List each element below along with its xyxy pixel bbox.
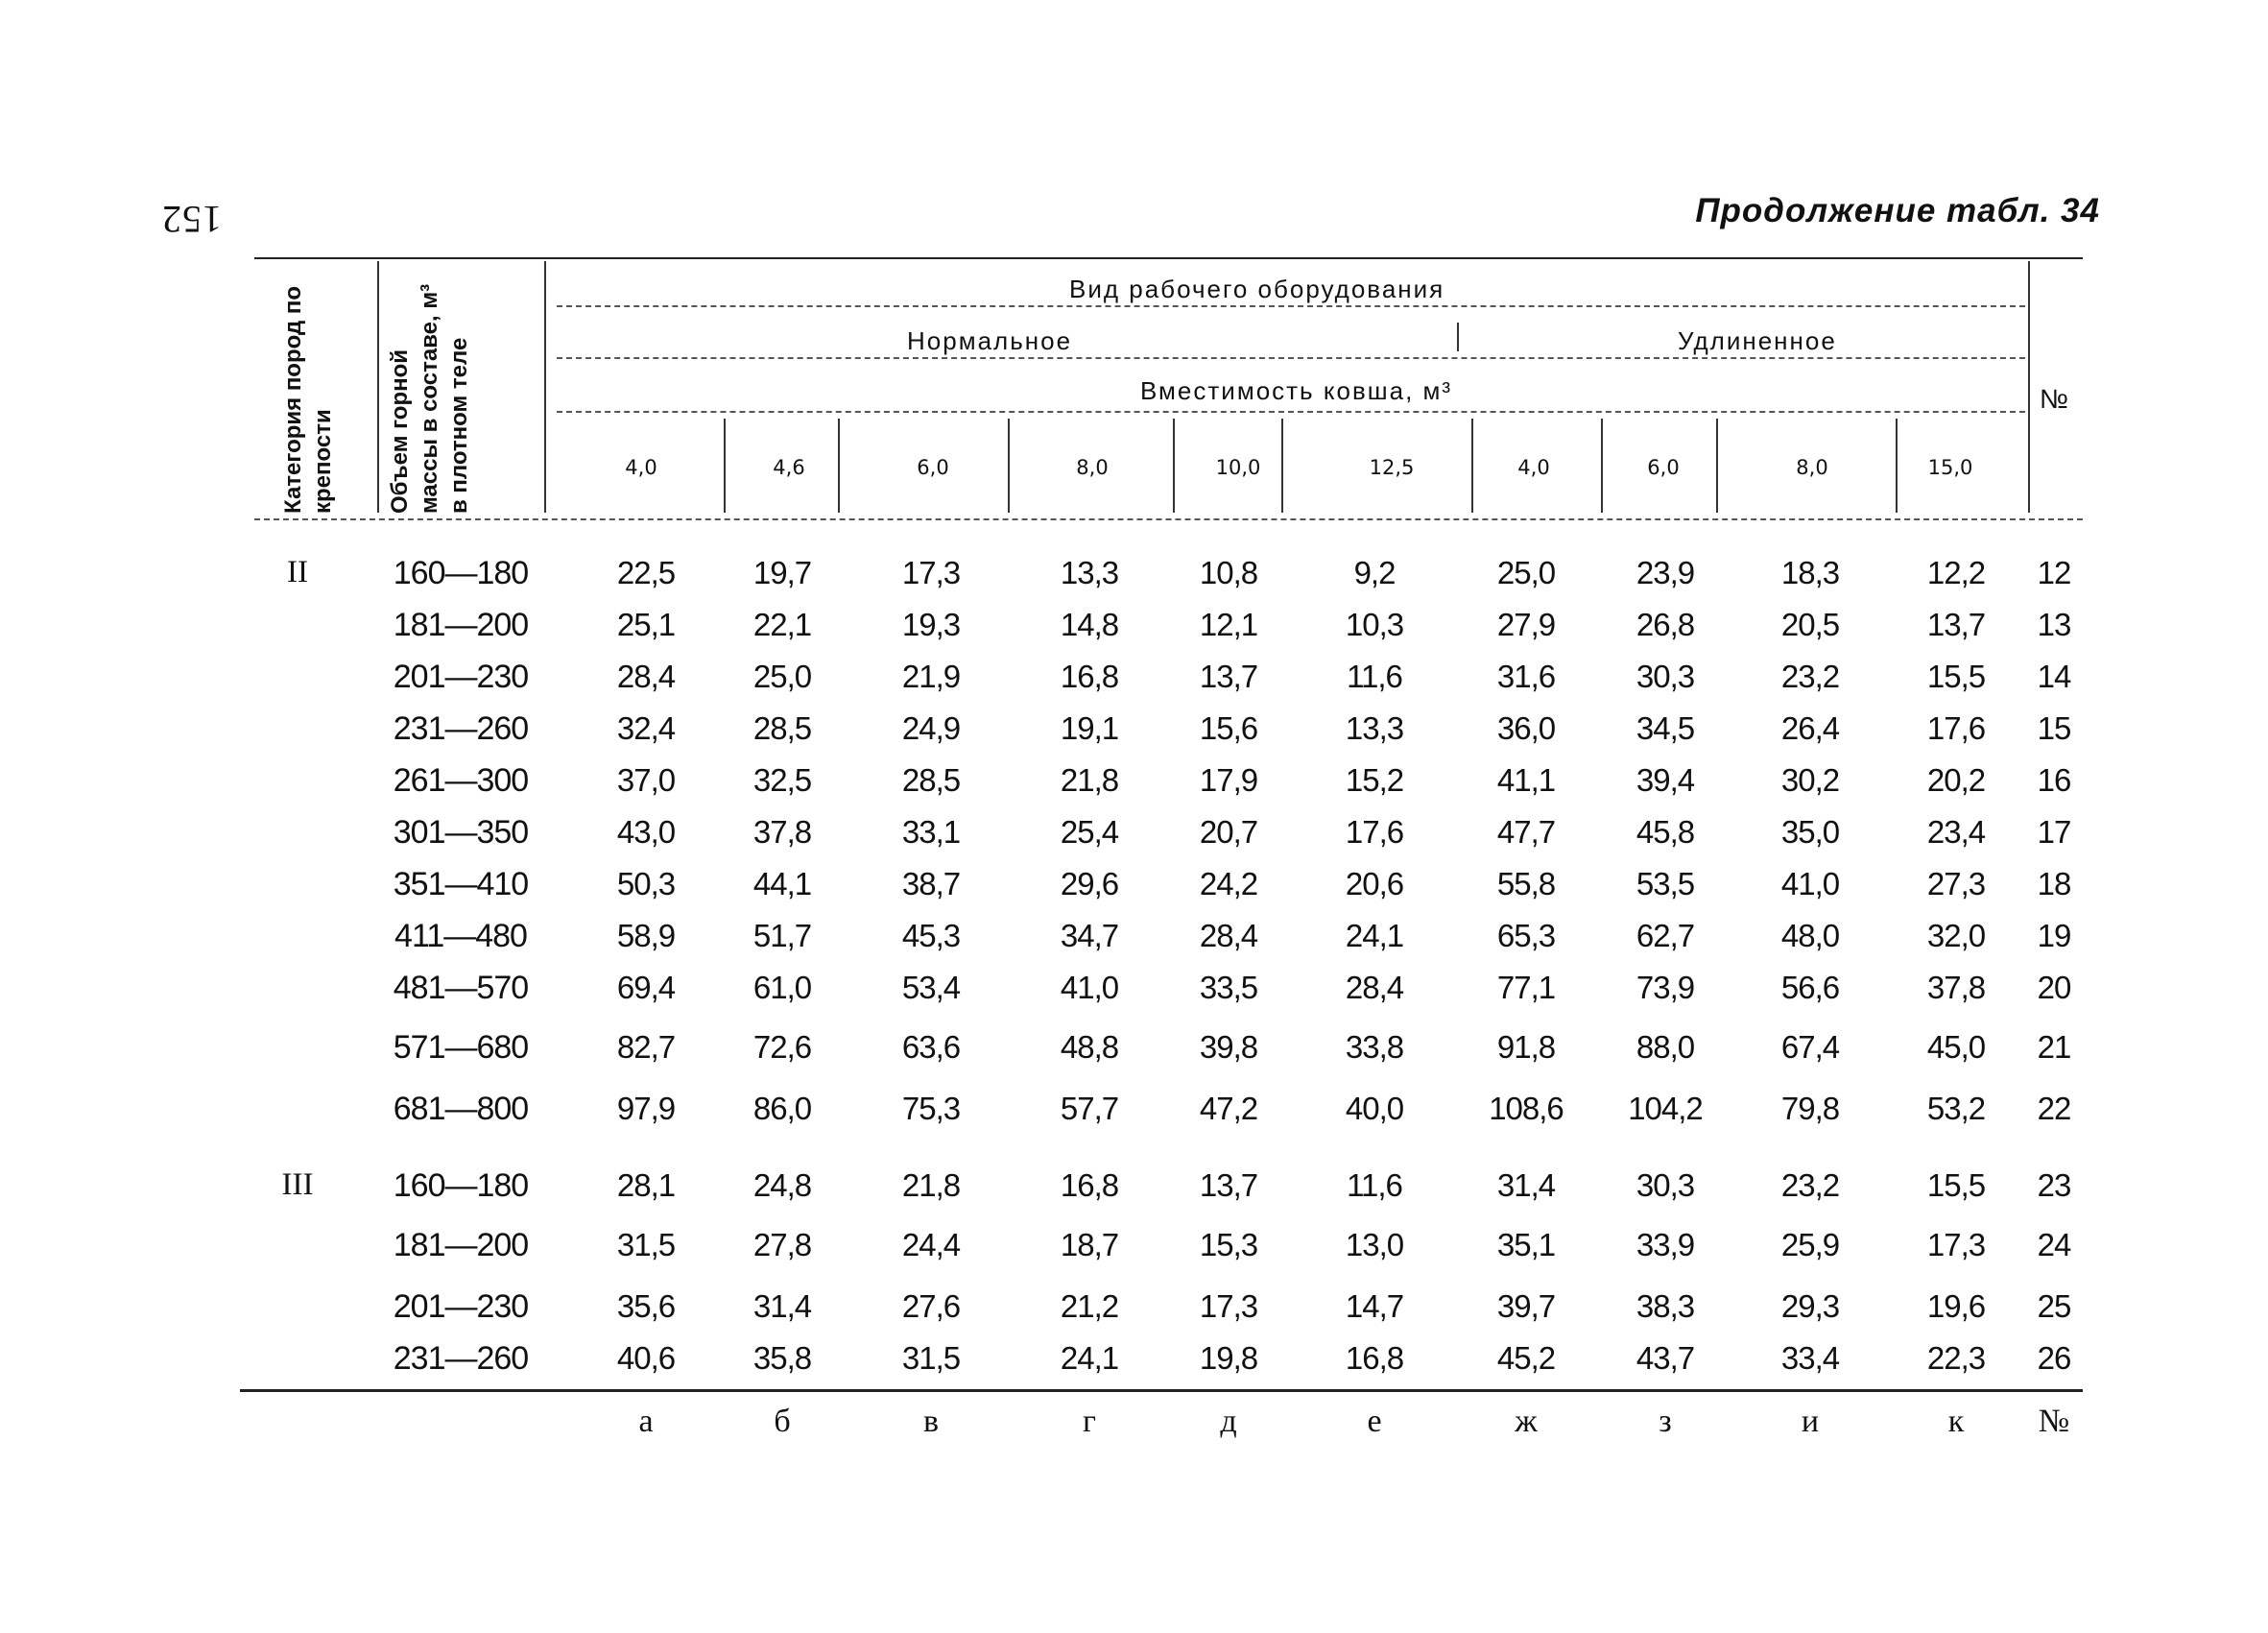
value-cell: 10,3 — [1345, 607, 1404, 642]
column-letter: д — [1220, 1404, 1237, 1439]
value-cell: 20,7 — [1199, 814, 1258, 850]
header-divider — [2028, 261, 2030, 513]
value-cell: 51,7 — [752, 918, 812, 953]
value-cell: 86,0 — [752, 1091, 812, 1126]
capacity-label: 4,0 — [1517, 456, 1550, 479]
value-cell: 34,5 — [1635, 710, 1695, 746]
value-cell: 45,2 — [1496, 1340, 1556, 1376]
value-cell: 40,6 — [616, 1340, 676, 1376]
row-number-cell: 14 — [2037, 659, 2071, 694]
value-cell: 79,8 — [1780, 1091, 1840, 1126]
row-number-cell: 17 — [2037, 814, 2071, 850]
value-cell: 65,3 — [1496, 918, 1556, 953]
volume-range-cell: 181—200 — [393, 1227, 529, 1263]
value-cell: 24,8 — [752, 1167, 812, 1203]
value-cell: 21,9 — [901, 659, 961, 694]
row-number-cell: 24 — [2037, 1227, 2071, 1262]
column-letter: к — [1947, 1404, 1965, 1439]
volume-range-cell: 481—570 — [393, 970, 529, 1006]
value-cell: 57,7 — [1060, 1091, 1119, 1126]
value-cell: 33,4 — [1780, 1340, 1840, 1376]
value-cell: 28,4 — [1345, 970, 1404, 1005]
page-number: 152 — [161, 198, 222, 241]
value-cell: 11,6 — [1347, 1167, 1402, 1203]
value-cell: 15,3 — [1199, 1227, 1258, 1262]
value-cell: 27,3 — [1926, 866, 1986, 901]
volume-range-cell: 301—350 — [393, 814, 529, 851]
value-cell: 35,1 — [1496, 1227, 1556, 1262]
value-cell: 28,5 — [901, 762, 961, 798]
value-cell: 23,2 — [1780, 1167, 1840, 1203]
value-cell: 32,5 — [752, 762, 812, 798]
value-cell: 17,6 — [1926, 710, 1986, 746]
value-cell: 67,4 — [1780, 1029, 1840, 1065]
value-cell: 18,7 — [1060, 1227, 1119, 1262]
volume-range-cell: 160—180 — [393, 555, 529, 591]
value-cell: 58,9 — [616, 918, 676, 953]
value-cell: 17,3 — [1926, 1227, 1986, 1262]
row-number-cell: 15 — [2037, 710, 2071, 746]
value-cell: 13,3 — [1060, 555, 1119, 590]
value-cell: 30,3 — [1635, 659, 1695, 694]
value-cell: 48,0 — [1780, 918, 1840, 953]
value-cell: 16,8 — [1060, 1167, 1119, 1203]
value-cell: 25,0 — [752, 659, 812, 694]
value-cell: 17,3 — [901, 555, 961, 590]
row-number-cell: 23 — [2037, 1167, 2071, 1203]
volume-range-cell: 201—230 — [393, 1288, 529, 1325]
top-rule — [254, 257, 2083, 259]
category-cell: III — [281, 1167, 314, 1202]
capacity-divider — [1008, 419, 1010, 513]
column-letter: и — [1801, 1404, 1820, 1439]
value-cell: 53,4 — [901, 970, 961, 1005]
value-cell: 24,4 — [901, 1227, 961, 1262]
value-cell: 33,5 — [1199, 970, 1258, 1005]
value-cell: 33,1 — [901, 814, 961, 850]
bottom-rule — [240, 1389, 2083, 1392]
capacity-label: 4,6 — [773, 456, 805, 479]
value-cell: 21,2 — [1060, 1288, 1119, 1324]
value-cell: 35,8 — [752, 1340, 812, 1376]
value-cell: 40,0 — [1345, 1091, 1404, 1126]
value-cell: 19,6 — [1926, 1288, 1986, 1324]
value-cell: 37,0 — [616, 762, 676, 798]
value-cell: 28,5 — [752, 710, 812, 746]
row-number-cell: 16 — [2037, 762, 2071, 798]
value-cell: 97,9 — [616, 1091, 676, 1126]
volume-range-cell: 351—410 — [393, 866, 529, 902]
value-cell: 27,8 — [752, 1227, 812, 1262]
value-cell: 33,8 — [1345, 1029, 1404, 1065]
value-cell: 29,6 — [1060, 866, 1119, 901]
header-divider — [544, 261, 546, 513]
value-cell: 17,3 — [1199, 1288, 1258, 1324]
value-cell: 12,2 — [1926, 555, 1986, 590]
header-separator — [557, 305, 2025, 307]
value-cell: 26,8 — [1635, 607, 1695, 642]
header-bottom-rule — [254, 518, 2083, 520]
column-letter: з — [1659, 1404, 1672, 1439]
column-letter: в — [922, 1404, 940, 1439]
value-cell: 30,2 — [1780, 762, 1840, 798]
value-cell: 50,3 — [616, 866, 676, 901]
value-cell: 13,7 — [1926, 607, 1986, 642]
value-cell: 62,7 — [1635, 918, 1695, 953]
value-cell: 21,8 — [901, 1167, 961, 1203]
row-number-cell: 13 — [2037, 607, 2071, 642]
value-cell: 39,7 — [1496, 1288, 1556, 1324]
value-cell: 53,2 — [1926, 1091, 1986, 1126]
value-cell: 27,6 — [901, 1288, 961, 1324]
value-cell: 25,4 — [1060, 814, 1119, 850]
value-cell: 19,1 — [1060, 710, 1119, 746]
value-cell: 37,8 — [752, 814, 812, 850]
value-cell: 37,8 — [1926, 970, 1986, 1005]
value-cell: 27,9 — [1496, 607, 1556, 642]
value-cell: 23,2 — [1780, 659, 1840, 694]
capacity-divider — [1173, 419, 1175, 513]
value-cell: 45,8 — [1635, 814, 1695, 850]
capacity-label: 8,0 — [1076, 456, 1109, 479]
value-cell: 31,5 — [616, 1227, 676, 1262]
value-cell: 47,7 — [1496, 814, 1556, 850]
category-cell: II — [287, 555, 308, 589]
value-cell: 47,2 — [1199, 1091, 1258, 1126]
value-cell: 10,8 — [1199, 555, 1258, 590]
value-cell: 9,2 — [1353, 555, 1396, 590]
value-cell: 31,6 — [1496, 659, 1556, 694]
value-cell: 30,3 — [1635, 1167, 1695, 1203]
capacity-label: 6,0 — [1647, 456, 1680, 479]
column-letter: а — [638, 1404, 654, 1439]
value-cell: 61,0 — [752, 970, 812, 1005]
value-cell: 48,8 — [1060, 1029, 1119, 1065]
value-cell: 25,9 — [1780, 1227, 1840, 1262]
row-number-cell: 20 — [2037, 970, 2071, 1005]
value-cell: 32,0 — [1926, 918, 1986, 953]
normal-header: Нормальное — [907, 326, 1073, 355]
column-letter: б — [774, 1404, 791, 1439]
capacity-label: 8,0 — [1796, 456, 1828, 479]
value-cell: 19,3 — [901, 607, 961, 642]
value-cell: 22,3 — [1926, 1340, 1986, 1376]
volume-range-cell: 261—300 — [393, 762, 529, 799]
value-cell: 16,8 — [1060, 659, 1119, 694]
number-column-header: № — [2040, 384, 2071, 414]
value-cell: 56,6 — [1780, 970, 1840, 1005]
volume-range-cell: 411—480 — [394, 918, 527, 954]
value-cell: 41,0 — [1780, 866, 1840, 901]
value-cell: 45,0 — [1926, 1029, 1986, 1065]
value-cell: 41,0 — [1060, 970, 1119, 1005]
value-cell: 38,7 — [901, 866, 961, 901]
value-cell: 20,5 — [1780, 607, 1840, 642]
column-letter: ж — [1515, 1404, 1538, 1439]
header-separator — [557, 411, 2025, 413]
value-cell: 14,7 — [1345, 1288, 1404, 1324]
value-cell: 25,0 — [1496, 555, 1556, 590]
value-cell: 63,6 — [901, 1029, 961, 1065]
value-cell: 24,1 — [1345, 918, 1404, 953]
volume-range-cell: 571—680 — [393, 1029, 529, 1066]
volume-range-cell: 160—180 — [393, 1167, 529, 1204]
footer-number-label: № — [2038, 1404, 2070, 1439]
capacity-divider — [1471, 419, 1473, 513]
header-divider — [377, 261, 379, 513]
value-cell: 17,9 — [1199, 762, 1258, 798]
capacity-label: 6,0 — [917, 456, 949, 479]
value-cell: 20,2 — [1926, 762, 1986, 798]
header-divider — [1457, 323, 1459, 351]
value-cell: 41,1 — [1496, 762, 1556, 798]
row-number-cell: 21 — [2037, 1029, 2071, 1065]
value-cell: 28,4 — [616, 659, 676, 694]
volume-range-cell: 201—230 — [393, 659, 529, 695]
value-cell: 43,0 — [616, 814, 676, 850]
header-separator — [557, 357, 2025, 359]
value-cell: 35,0 — [1780, 814, 1840, 850]
column-letter: г — [1083, 1404, 1096, 1439]
value-cell: 19,8 — [1199, 1340, 1258, 1376]
value-cell: 91,8 — [1496, 1029, 1556, 1065]
value-cell: 36,0 — [1496, 710, 1556, 746]
value-cell: 39,8 — [1199, 1029, 1258, 1065]
value-cell: 13,0 — [1345, 1227, 1404, 1262]
row-number-cell: 12 — [2037, 555, 2071, 590]
capacity-label: 15,0 — [1927, 456, 1973, 479]
row-number-cell: 22 — [2037, 1091, 2071, 1126]
capacity-label: 10,0 — [1215, 456, 1261, 479]
value-cell: 29,3 — [1780, 1288, 1840, 1324]
value-cell: 22,1 — [752, 607, 812, 642]
row-number-cell: 25 — [2037, 1288, 2071, 1324]
value-cell: 38,3 — [1635, 1288, 1695, 1324]
value-cell: 13,7 — [1199, 659, 1258, 694]
value-cell: 33,9 — [1635, 1227, 1695, 1262]
capacity-divider — [1601, 419, 1603, 513]
value-cell: 16,8 — [1345, 1340, 1404, 1376]
table-caption: Продолжение табл. 34 — [1695, 192, 2100, 229]
value-cell: 13,7 — [1199, 1167, 1258, 1203]
value-cell: 72,6 — [752, 1029, 812, 1065]
value-cell: 22,5 — [616, 555, 676, 590]
value-cell: 32,4 — [616, 710, 676, 746]
capacity-divider — [724, 419, 726, 513]
value-cell: 39,4 — [1635, 762, 1695, 798]
value-cell: 34,7 — [1060, 918, 1119, 953]
value-cell: 18,3 — [1780, 555, 1840, 590]
volume-range-cell: 681—800 — [393, 1091, 529, 1127]
row-number-cell: 18 — [2037, 866, 2071, 901]
volume-range-cell: 231—260 — [393, 710, 529, 747]
value-cell: 24,1 — [1060, 1340, 1119, 1376]
value-cell: 82,7 — [616, 1029, 676, 1065]
extended-header: Удлиненное — [1678, 326, 1837, 355]
value-cell: 45,3 — [901, 918, 961, 953]
capacity-label: 12,5 — [1369, 456, 1415, 479]
value-cell: 69,4 — [616, 970, 676, 1005]
value-cell: 28,4 — [1199, 918, 1258, 953]
value-cell: 31,4 — [752, 1288, 812, 1324]
value-cell: 14,8 — [1060, 607, 1119, 642]
value-cell: 15,5 — [1926, 659, 1986, 694]
value-cell: 44,1 — [752, 866, 812, 901]
value-cell: 20,6 — [1345, 866, 1404, 901]
equipment-type-header: Вид рабочего оборудования — [1069, 275, 1445, 303]
value-cell: 88,0 — [1635, 1029, 1695, 1065]
value-cell: 75,3 — [901, 1091, 961, 1126]
value-cell: 26,4 — [1780, 710, 1840, 746]
value-cell: 43,7 — [1635, 1340, 1695, 1376]
value-cell: 24,9 — [901, 710, 961, 746]
row-number-cell: 19 — [2037, 918, 2071, 953]
value-cell: 108,6 — [1489, 1091, 1564, 1126]
value-cell: 55,8 — [1496, 866, 1556, 901]
capacity-label: 4,0 — [625, 456, 657, 479]
value-cell: 53,5 — [1635, 866, 1695, 901]
value-cell: 15,6 — [1199, 710, 1258, 746]
value-cell: 31,4 — [1496, 1167, 1556, 1203]
volume-range-cell: 231—260 — [393, 1340, 529, 1377]
category-column-header: Категория пород по крепости — [280, 285, 336, 514]
value-cell: 19,7 — [752, 555, 812, 590]
value-cell: 23,4 — [1926, 814, 1986, 850]
value-cell: 11,6 — [1347, 659, 1402, 694]
value-cell: 12,1 — [1199, 607, 1258, 642]
value-cell: 73,9 — [1635, 970, 1695, 1005]
value-cell: 31,5 — [901, 1340, 961, 1376]
value-cell: 25,1 — [616, 607, 676, 642]
value-cell: 15,5 — [1926, 1167, 1986, 1203]
bucket-capacity-header: Вместимость ковша, м³ — [1140, 376, 1453, 405]
value-cell: 28,1 — [616, 1167, 676, 1203]
value-cell: 104,2 — [1628, 1091, 1703, 1126]
volume-column-header: Объем горной массы в составе, м³ в плотном теле — [387, 283, 472, 514]
value-cell: 15,2 — [1345, 762, 1404, 798]
value-cell: 35,6 — [616, 1288, 676, 1324]
value-cell: 13,3 — [1345, 710, 1404, 746]
volume-range-cell: 181—200 — [393, 607, 529, 643]
value-cell: 21,8 — [1060, 762, 1119, 798]
value-cell: 23,9 — [1635, 555, 1695, 590]
value-cell: 24,2 — [1199, 866, 1258, 901]
row-number-cell: 26 — [2037, 1340, 2071, 1376]
value-cell: 17,6 — [1345, 814, 1404, 850]
value-cell: 77,1 — [1496, 970, 1556, 1005]
column-letter: е — [1367, 1404, 1382, 1439]
